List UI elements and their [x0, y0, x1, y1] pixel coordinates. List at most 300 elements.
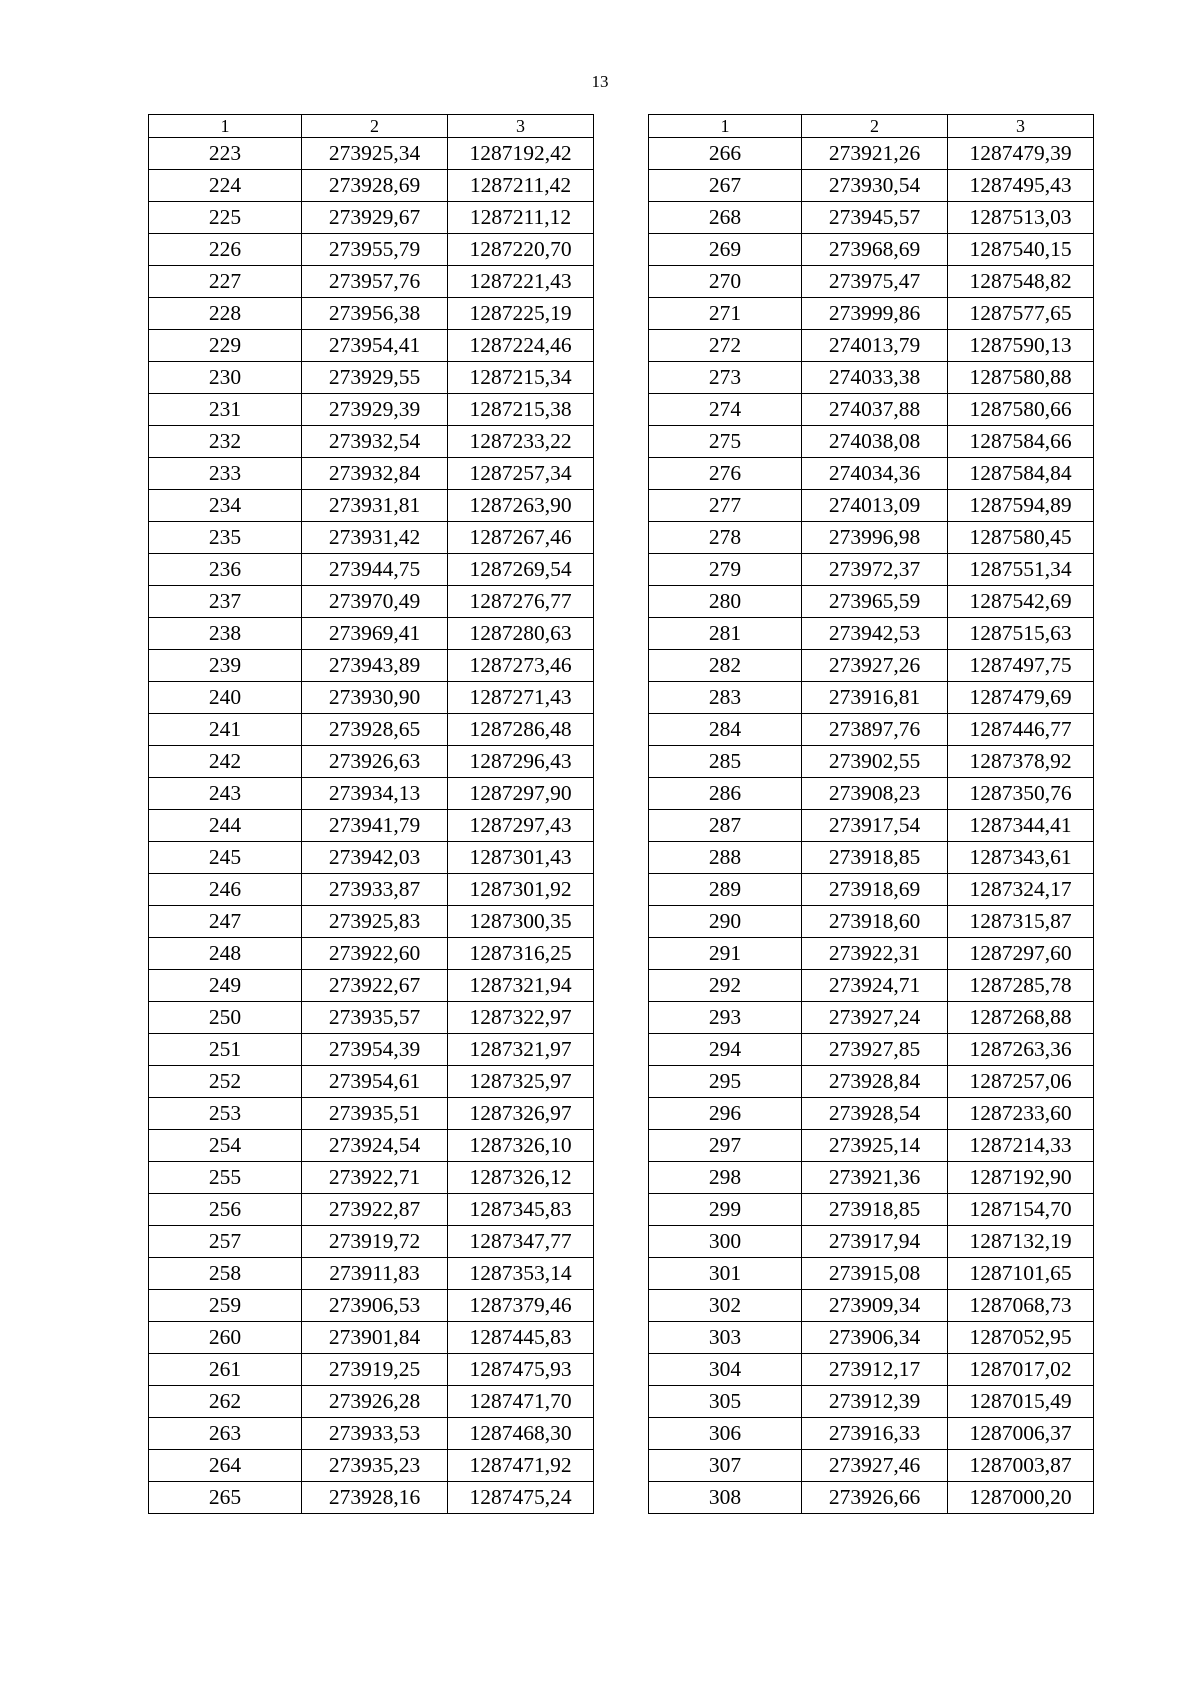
table-row: [649, 394, 1094, 426]
cell-point-number: 295: [649, 1066, 802, 1098]
table-row: [649, 266, 1094, 298]
cell-x-coordinate: 273935,57: [302, 1002, 448, 1034]
cell-point-number: 248: [149, 938, 302, 970]
cell-y-coordinate: 1287353,14: [448, 1258, 594, 1290]
cell-x-coordinate: 273942,53: [802, 618, 948, 650]
cell-y-coordinate: 1287325,97: [448, 1066, 594, 1098]
cell-point-number: 301: [649, 1258, 802, 1290]
table-row: [149, 682, 594, 714]
table-row: [149, 906, 594, 938]
cell-x-coordinate: 273928,84: [802, 1066, 948, 1098]
cell-x-coordinate: 273933,87: [302, 874, 448, 906]
cell-y-coordinate: 1287315,87: [948, 906, 1094, 938]
table-row: [149, 1226, 594, 1258]
column-header-y: 3: [948, 115, 1094, 138]
cell-x-coordinate: 273925,14: [802, 1130, 948, 1162]
cell-y-coordinate: 1287269,54: [448, 554, 594, 586]
cell-x-coordinate: 273955,79: [302, 234, 448, 266]
table-row: [649, 1226, 1094, 1258]
cell-point-number: 292: [649, 970, 802, 1002]
cell-point-number: 223: [149, 138, 302, 170]
table-body: [149, 138, 594, 1514]
cell-point-number: 272: [649, 330, 802, 362]
table-row: [649, 522, 1094, 554]
table-row: [149, 810, 594, 842]
cell-x-coordinate: 273930,54: [802, 170, 948, 202]
cell-x-coordinate: 274013,79: [802, 330, 948, 362]
cell-x-coordinate: 273930,90: [302, 682, 448, 714]
cell-y-coordinate: 1287233,22: [448, 426, 594, 458]
table-row: [649, 1482, 1094, 1514]
cell-point-number: 268: [649, 202, 802, 234]
cell-x-coordinate: 273968,69: [802, 234, 948, 266]
cell-y-coordinate: 1287273,46: [448, 650, 594, 682]
cell-y-coordinate: 1287379,46: [448, 1290, 594, 1322]
cell-point-number: 230: [149, 362, 302, 394]
cell-x-coordinate: 273932,54: [302, 426, 448, 458]
cell-y-coordinate: 1287268,88: [948, 1002, 1094, 1034]
cell-point-number: 286: [649, 778, 802, 810]
cell-x-coordinate: 273934,13: [302, 778, 448, 810]
cell-y-coordinate: 1287475,93: [448, 1354, 594, 1386]
cell-y-coordinate: 1287475,24: [448, 1482, 594, 1514]
cell-y-coordinate: 1287594,89: [948, 490, 1094, 522]
cell-y-coordinate: 1287285,78: [948, 970, 1094, 1002]
cell-x-coordinate: 273969,41: [302, 618, 448, 650]
cell-x-coordinate: 273918,69: [802, 874, 948, 906]
cell-x-coordinate: 273906,34: [802, 1322, 948, 1354]
cell-point-number: 275: [649, 426, 802, 458]
cell-point-number: 300: [649, 1226, 802, 1258]
cell-point-number: 265: [149, 1482, 302, 1514]
cell-point-number: 251: [149, 1034, 302, 1066]
cell-point-number: 305: [649, 1386, 802, 1418]
cell-x-coordinate: 273918,85: [802, 842, 948, 874]
table-row: [149, 938, 594, 970]
cell-y-coordinate: 1287326,12: [448, 1162, 594, 1194]
cell-point-number: 228: [149, 298, 302, 330]
cell-y-coordinate: 1287446,77: [948, 714, 1094, 746]
cell-point-number: 264: [149, 1450, 302, 1482]
table-row: [649, 682, 1094, 714]
cell-x-coordinate: 273925,83: [302, 906, 448, 938]
table-row: [149, 586, 594, 618]
cell-x-coordinate: 273927,85: [802, 1034, 948, 1066]
table-row: [149, 746, 594, 778]
cell-point-number: 287: [649, 810, 802, 842]
cell-y-coordinate: 1287479,69: [948, 682, 1094, 714]
cell-x-coordinate: 273918,60: [802, 906, 948, 938]
cell-x-coordinate: 273924,54: [302, 1130, 448, 1162]
table-row: [649, 554, 1094, 586]
cell-y-coordinate: 1287280,63: [448, 618, 594, 650]
cell-point-number: 297: [649, 1130, 802, 1162]
cell-point-number: 227: [149, 266, 302, 298]
table-row: [149, 1098, 594, 1130]
table-row: [649, 810, 1094, 842]
table-row: [649, 138, 1094, 170]
table-row: [149, 1162, 594, 1194]
cell-y-coordinate: 1287495,43: [948, 170, 1094, 202]
cell-y-coordinate: 1287321,94: [448, 970, 594, 1002]
cell-point-number: 269: [649, 234, 802, 266]
cell-y-coordinate: 1287286,48: [448, 714, 594, 746]
cell-point-number: 285: [649, 746, 802, 778]
cell-point-number: 308: [649, 1482, 802, 1514]
cell-y-coordinate: 1287513,03: [948, 202, 1094, 234]
cell-point-number: 267: [649, 170, 802, 202]
cell-y-coordinate: 1287343,61: [948, 842, 1094, 874]
table-row: [149, 1002, 594, 1034]
table-row: [149, 1386, 594, 1418]
cell-x-coordinate: 273954,61: [302, 1066, 448, 1098]
cell-y-coordinate: 1287271,43: [448, 682, 594, 714]
cell-y-coordinate: 1287215,34: [448, 362, 594, 394]
cell-point-number: 225: [149, 202, 302, 234]
table-row: [649, 1450, 1094, 1482]
cell-point-number: 253: [149, 1098, 302, 1130]
table-row: [649, 778, 1094, 810]
cell-y-coordinate: 1287548,82: [948, 266, 1094, 298]
cell-point-number: 229: [149, 330, 302, 362]
table-row: [149, 362, 594, 394]
cell-point-number: 282: [649, 650, 802, 682]
cell-point-number: 299: [649, 1194, 802, 1226]
table-row: [149, 874, 594, 906]
cell-point-number: 249: [149, 970, 302, 1002]
cell-x-coordinate: 273922,67: [302, 970, 448, 1002]
cell-y-coordinate: 1287301,92: [448, 874, 594, 906]
cell-point-number: 231: [149, 394, 302, 426]
table-row: [149, 1258, 594, 1290]
cell-y-coordinate: 1287297,60: [948, 938, 1094, 970]
cell-y-coordinate: 1287321,97: [448, 1034, 594, 1066]
table-row: [149, 778, 594, 810]
cell-y-coordinate: 1287267,46: [448, 522, 594, 554]
table-row: [149, 714, 594, 746]
cell-x-coordinate: 273926,28: [302, 1386, 448, 1418]
cell-x-coordinate: 273933,53: [302, 1418, 448, 1450]
table-row: [149, 1066, 594, 1098]
cell-y-coordinate: 1287497,75: [948, 650, 1094, 682]
cell-point-number: 239: [149, 650, 302, 682]
cell-x-coordinate: 273916,33: [802, 1418, 948, 1450]
cell-point-number: 233: [149, 458, 302, 490]
cell-x-coordinate: 273915,08: [802, 1258, 948, 1290]
cell-point-number: 258: [149, 1258, 302, 1290]
cell-point-number: 303: [649, 1322, 802, 1354]
cell-x-coordinate: 273925,34: [302, 138, 448, 170]
cell-point-number: 278: [649, 522, 802, 554]
table-row: [149, 394, 594, 426]
cell-y-coordinate: 1287101,65: [948, 1258, 1094, 1290]
cell-point-number: 294: [649, 1034, 802, 1066]
table-row: [649, 1002, 1094, 1034]
table-row: [649, 938, 1094, 970]
cell-y-coordinate: 1287326,10: [448, 1130, 594, 1162]
cell-y-coordinate: 1287584,66: [948, 426, 1094, 458]
cell-y-coordinate: 1287378,92: [948, 746, 1094, 778]
cell-x-coordinate: 273922,71: [302, 1162, 448, 1194]
cell-point-number: 288: [649, 842, 802, 874]
cell-y-coordinate: 1287263,90: [448, 490, 594, 522]
cell-x-coordinate: 273935,23: [302, 1450, 448, 1482]
table-row: [149, 554, 594, 586]
table-row: [149, 330, 594, 362]
cell-y-coordinate: 1287000,20: [948, 1482, 1094, 1514]
cell-point-number: 238: [149, 618, 302, 650]
cell-point-number: 237: [149, 586, 302, 618]
page-number: 13: [591, 72, 609, 91]
table-row: [649, 1130, 1094, 1162]
cell-x-coordinate: 273912,39: [802, 1386, 948, 1418]
cell-x-coordinate: 273922,60: [302, 938, 448, 970]
cell-y-coordinate: 1287297,90: [448, 778, 594, 810]
table-row: [149, 1130, 594, 1162]
cell-x-coordinate: 273921,36: [802, 1162, 948, 1194]
cell-x-coordinate: 273924,71: [802, 970, 948, 1002]
cell-y-coordinate: 1287296,43: [448, 746, 594, 778]
cell-x-coordinate: 273927,24: [802, 1002, 948, 1034]
cell-point-number: 284: [649, 714, 802, 746]
table-row: [149, 1450, 594, 1482]
column-header-y: 3: [448, 115, 594, 138]
cell-y-coordinate: 1287584,84: [948, 458, 1094, 490]
table-row: [649, 362, 1094, 394]
cell-x-coordinate: 273996,98: [802, 522, 948, 554]
table-row: [149, 970, 594, 1002]
table-row: [649, 746, 1094, 778]
cell-x-coordinate: 273901,84: [302, 1322, 448, 1354]
cell-x-coordinate: 273906,53: [302, 1290, 448, 1322]
cell-point-number: 256: [149, 1194, 302, 1226]
cell-y-coordinate: 1287551,34: [948, 554, 1094, 586]
column-header-x: 2: [802, 115, 948, 138]
cell-x-coordinate: 273999,86: [802, 298, 948, 330]
cell-y-coordinate: 1287471,92: [448, 1450, 594, 1482]
table-row: [649, 714, 1094, 746]
cell-x-coordinate: 273929,39: [302, 394, 448, 426]
cell-y-coordinate: 1287192,42: [448, 138, 594, 170]
cell-y-coordinate: 1287580,88: [948, 362, 1094, 394]
cell-point-number: 250: [149, 1002, 302, 1034]
table-row: [649, 234, 1094, 266]
cell-x-coordinate: 273942,03: [302, 842, 448, 874]
cell-point-number: 270: [649, 266, 802, 298]
cell-point-number: 254: [149, 1130, 302, 1162]
cell-y-coordinate: 1287590,13: [948, 330, 1094, 362]
table-row: [649, 170, 1094, 202]
table-row: [149, 1354, 594, 1386]
cell-x-coordinate: 273928,16: [302, 1482, 448, 1514]
cell-y-coordinate: 1287542,69: [948, 586, 1094, 618]
cell-y-coordinate: 1287345,83: [448, 1194, 594, 1226]
cell-y-coordinate: 1287471,70: [448, 1386, 594, 1418]
table-row: [149, 842, 594, 874]
cell-x-coordinate: 274034,36: [802, 458, 948, 490]
cell-x-coordinate: 273932,84: [302, 458, 448, 490]
cell-y-coordinate: 1287211,42: [448, 170, 594, 202]
cell-y-coordinate: 1287015,49: [948, 1386, 1094, 1418]
cell-x-coordinate: 273935,51: [302, 1098, 448, 1130]
cell-x-coordinate: 273927,26: [802, 650, 948, 682]
cell-y-coordinate: 1287276,77: [448, 586, 594, 618]
table-header-row: [649, 115, 1094, 138]
cell-y-coordinate: 1287225,19: [448, 298, 594, 330]
table-row: [149, 170, 594, 202]
cell-y-coordinate: 1287211,12: [448, 202, 594, 234]
table-row: [649, 330, 1094, 362]
table-row: [649, 1418, 1094, 1450]
cell-x-coordinate: 273908,23: [802, 778, 948, 810]
cell-x-coordinate: 273917,94: [802, 1226, 948, 1258]
cell-y-coordinate: 1287468,30: [448, 1418, 594, 1450]
cell-y-coordinate: 1287221,43: [448, 266, 594, 298]
cell-x-coordinate: 273926,63: [302, 746, 448, 778]
table-row: [649, 842, 1094, 874]
cell-y-coordinate: 1287324,17: [948, 874, 1094, 906]
cell-point-number: 276: [649, 458, 802, 490]
cell-x-coordinate: 273945,57: [802, 202, 948, 234]
cell-x-coordinate: 273909,34: [802, 1290, 948, 1322]
table-row: [149, 234, 594, 266]
cell-point-number: 232: [149, 426, 302, 458]
cell-x-coordinate: 273954,39: [302, 1034, 448, 1066]
cell-x-coordinate: 273928,54: [802, 1098, 948, 1130]
cell-x-coordinate: 273931,81: [302, 490, 448, 522]
cell-y-coordinate: 1287017,02: [948, 1354, 1094, 1386]
cell-y-coordinate: 1287006,37: [948, 1418, 1094, 1450]
cell-x-coordinate: 273928,69: [302, 170, 448, 202]
table-row: [649, 1066, 1094, 1098]
cell-point-number: 224: [149, 170, 302, 202]
cell-y-coordinate: 1287233,60: [948, 1098, 1094, 1130]
table-row: [649, 1322, 1094, 1354]
cell-y-coordinate: 1287215,38: [448, 394, 594, 426]
cell-y-coordinate: 1287154,70: [948, 1194, 1094, 1226]
cell-point-number: 263: [149, 1418, 302, 1450]
cell-y-coordinate: 1287445,83: [448, 1322, 594, 1354]
cell-y-coordinate: 1287316,25: [448, 938, 594, 970]
cell-point-number: 306: [649, 1418, 802, 1450]
cell-point-number: 296: [649, 1098, 802, 1130]
table-row: [149, 458, 594, 490]
cell-y-coordinate: 1287515,63: [948, 618, 1094, 650]
table-row: [649, 1258, 1094, 1290]
cell-x-coordinate: 273897,76: [802, 714, 948, 746]
cell-y-coordinate: 1287257,06: [948, 1066, 1094, 1098]
table-row: [649, 1034, 1094, 1066]
table-row: [649, 1162, 1094, 1194]
cell-y-coordinate: 1287350,76: [948, 778, 1094, 810]
cell-x-coordinate: 273929,55: [302, 362, 448, 394]
cell-point-number: 243: [149, 778, 302, 810]
cell-point-number: 236: [149, 554, 302, 586]
cell-x-coordinate: 273926,66: [802, 1482, 948, 1514]
cell-point-number: 266: [649, 138, 802, 170]
table-row: [649, 1194, 1094, 1226]
cell-point-number: 302: [649, 1290, 802, 1322]
table-row: [649, 1386, 1094, 1418]
cell-point-number: 283: [649, 682, 802, 714]
cell-point-number: 247: [149, 906, 302, 938]
cell-x-coordinate: 273975,47: [802, 266, 948, 298]
table-row: [149, 1034, 594, 1066]
cell-x-coordinate: 273944,75: [302, 554, 448, 586]
table-row: [149, 426, 594, 458]
cell-x-coordinate: 273954,41: [302, 330, 448, 362]
column-header-x: 2: [302, 115, 448, 138]
cell-y-coordinate: 1287003,87: [948, 1450, 1094, 1482]
cell-point-number: 298: [649, 1162, 802, 1194]
table-row: [649, 1354, 1094, 1386]
table-row: [649, 586, 1094, 618]
table-row: [149, 1482, 594, 1514]
cell-point-number: 293: [649, 1002, 802, 1034]
cell-y-coordinate: 1287224,46: [448, 330, 594, 362]
table-row: [149, 618, 594, 650]
cell-x-coordinate: 273911,83: [302, 1258, 448, 1290]
cell-point-number: 242: [149, 746, 302, 778]
cell-x-coordinate: 273928,65: [302, 714, 448, 746]
cell-y-coordinate: 1287052,95: [948, 1322, 1094, 1354]
cell-point-number: 261: [149, 1354, 302, 1386]
cell-y-coordinate: 1287220,70: [448, 234, 594, 266]
table-body: [649, 138, 1094, 1514]
cell-point-number: 240: [149, 682, 302, 714]
cell-y-coordinate: 1287257,34: [448, 458, 594, 490]
cell-point-number: 234: [149, 490, 302, 522]
cell-x-coordinate: 273919,72: [302, 1226, 448, 1258]
coordinates-table-right: [648, 114, 1094, 1514]
table-row: [149, 490, 594, 522]
table-row: [649, 490, 1094, 522]
table-row: [149, 266, 594, 298]
cell-x-coordinate: 273921,26: [802, 138, 948, 170]
cell-point-number: 277: [649, 490, 802, 522]
cell-point-number: 271: [649, 298, 802, 330]
cell-y-coordinate: 1287263,36: [948, 1034, 1094, 1066]
cell-y-coordinate: 1287301,43: [448, 842, 594, 874]
cell-point-number: 246: [149, 874, 302, 906]
table-row: [649, 202, 1094, 234]
table-row: [649, 906, 1094, 938]
cell-point-number: 289: [649, 874, 802, 906]
cell-x-coordinate: 273918,85: [802, 1194, 948, 1226]
cell-x-coordinate: 274037,88: [802, 394, 948, 426]
cell-point-number: 281: [649, 618, 802, 650]
cell-x-coordinate: 273965,59: [802, 586, 948, 618]
column-header-point-number: 1: [649, 115, 802, 138]
cell-y-coordinate: 1287322,97: [448, 1002, 594, 1034]
cell-y-coordinate: 1287580,66: [948, 394, 1094, 426]
cell-point-number: 259: [149, 1290, 302, 1322]
cell-y-coordinate: 1287540,15: [948, 234, 1094, 266]
cell-point-number: 291: [649, 938, 802, 970]
cell-point-number: 280: [649, 586, 802, 618]
cell-y-coordinate: 1287132,19: [948, 1226, 1094, 1258]
cell-point-number: 241: [149, 714, 302, 746]
cell-point-number: 279: [649, 554, 802, 586]
cell-x-coordinate: 273931,42: [302, 522, 448, 554]
cell-point-number: 244: [149, 810, 302, 842]
table-row: [149, 298, 594, 330]
cell-y-coordinate: 1287580,45: [948, 522, 1094, 554]
cell-x-coordinate: 274033,38: [802, 362, 948, 394]
table-row: [649, 970, 1094, 1002]
cell-y-coordinate: 1287297,43: [448, 810, 594, 842]
cell-point-number: 255: [149, 1162, 302, 1194]
